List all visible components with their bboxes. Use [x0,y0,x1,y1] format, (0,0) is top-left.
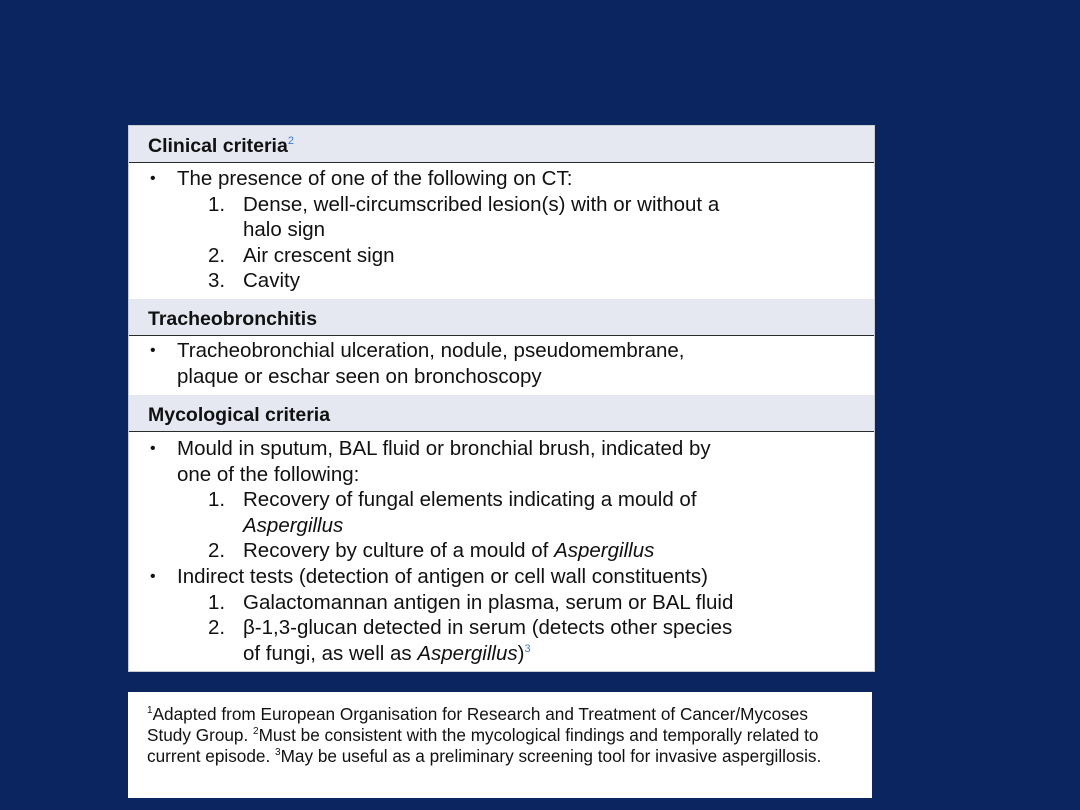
section-body-mycological-criteria [129,432,874,672]
list-item [129,487,864,538]
list-item-text: Recovery by culture of a mould of [243,539,555,563]
list-item-text-italic: Aspergillus [554,539,655,563]
list-item-text-italic: Aspergillus [417,641,518,665]
list-item-text: Tracheobronchial ulceration, nodule, pseudomembrane, [177,339,685,362]
footnote-ref: 3 [275,747,281,758]
item-number: 2. [208,539,226,563]
list-item-text-part: ) [517,641,525,665]
list-item-text-italic: Aspergillus [243,513,344,537]
item-number: 2. [208,616,226,640]
mycological-criteria-title: Mycological criteria [148,404,331,426]
footnote-ref: 2 [253,726,259,737]
list-item [129,166,864,192]
list-item [129,268,864,294]
footnote-ref: 3 [524,642,531,655]
footnote-ref: 1 [147,705,153,716]
list-item-text: one of the following: [177,462,360,486]
section-body-tracheobronchitis [129,336,874,395]
list-item-text: Air crescent sign [243,243,395,267]
list-item [129,436,864,487]
item-number: 3. [208,269,226,293]
section-heading-clinical-criteria [129,126,874,163]
list-item [129,243,864,269]
list-item [129,192,864,243]
clinical-criteria-title: Clinical criteria [148,135,288,157]
list-item-text [243,641,864,667]
footnote-text: May be useful as a preliminary screening tool for invasive aspergillosis. [280,746,822,766]
section-body-clinical-criteria [129,163,874,299]
list-item-text: Dense, well-circumscribed lesion(s) with or without a [243,192,720,216]
list-item [129,615,864,666]
footnote-box [128,692,872,798]
list-item-text-part: of fungi, as well as [243,641,418,665]
item-number: 2. [208,243,226,267]
bullet-icon: • [150,170,156,187]
list-item-text: plaque or eschar seen on bronchoscopy [177,364,542,388]
list-item-text: halo sign [243,218,326,242]
list-item [129,564,864,590]
list-item-text: Recovery of fungal elements indicating a mould of [243,488,697,512]
list-item [129,538,864,564]
bullet-icon: • [150,567,156,585]
list-item-text: Mould in sputum, BAL fluid or bronchial brush, indicated by [177,437,711,460]
criteria-table [128,125,875,672]
footnote-text: Adapted from European Organisation for Research and Treatment of Cancer/Mycoses Study Group. [147,704,808,745]
footnote-text: Must be consistent with the mycological findings and temporally related to current episode. [147,725,819,766]
list-item-text: The presence of one of the following on CT: [177,167,573,190]
list-item-text: Galactomannan antigen in plasma, serum or BAL fluid [243,590,734,614]
list-item-text: β-1,3-glucan detected in serum (detects other species [243,616,733,640]
item-number: 1. [208,590,226,614]
list-item [129,338,864,389]
list-item [129,590,864,616]
item-number: 1. [208,192,226,216]
list-item-text: Indirect tests (detection of antigen or cell wall constituents) [177,564,708,588]
footnote-ref: 2 [287,135,294,147]
bullet-icon: • [150,342,156,359]
section-heading-tracheobronchitis [129,299,874,336]
bullet-icon: • [150,440,156,457]
section-heading-mycological-criteria [129,395,874,432]
list-item-text: Cavity [243,269,300,293]
item-number: 1. [208,488,226,512]
tracheobronchitis-title: Tracheobronchitis [148,308,318,330]
